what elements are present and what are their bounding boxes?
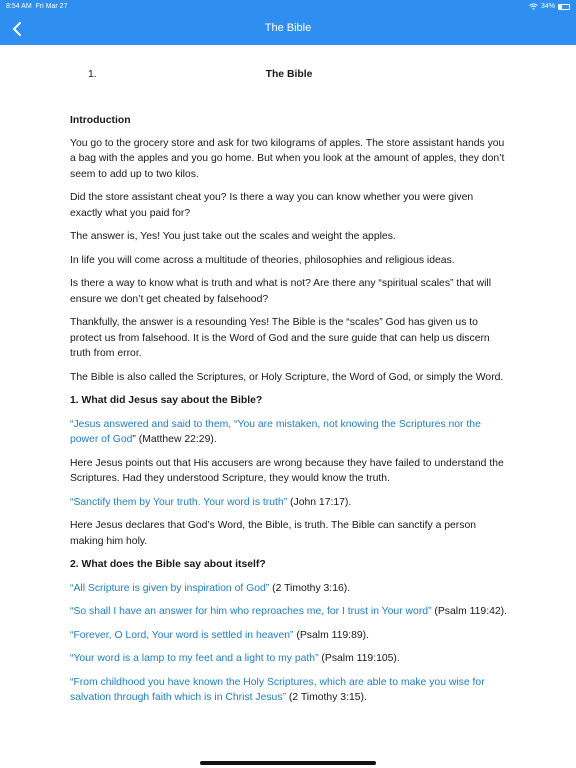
paragraph: You go to the grocery store and ask for two kilograms of apples. The store assistant hands you a bag with the apples and you go home. But when you look at the amount of apples, they don’t seem to add up to two kilos. [70, 137, 505, 180]
status-time-date: 8:54 AM Fri Mar 27 [6, 3, 68, 10]
article-number: 1. [88, 69, 97, 80]
paragraph: Thankfully, the answer is a resounding Yes! The Bible is the “scales” God has given us to protect us from falsehood. It is the Word of God and the sure guide that can help us discern truth from error. [70, 317, 490, 359]
nav-title: The Bible [264, 22, 312, 34]
article-title: The Bible [265, 69, 313, 80]
section-heading: 1. What did Jesus say about the Bible? [70, 395, 263, 406]
scripture-quote [70, 628, 508, 644]
paragraph: Here Jesus declares that God’s Word, the Bible, is truth. The Bible can sanctify a person making him holy. [70, 520, 477, 547]
battery-percent: 34% [540, 3, 555, 10]
status-bar [0, 0, 576, 14]
paragraph: The Bible is also called the Scriptures, or Holy Scripture, the Word of God, or simply the Word. [70, 371, 504, 383]
paragraph: Is there a way to know what is truth and what is not? Are there any “spiritual scales” that will ensure we don’t get cheated by falsehood? [70, 278, 492, 305]
paragraph: In life you will come across a multitude of theories, philosophies and religious ideas. [70, 254, 455, 266]
battery-icon [558, 4, 570, 10]
quote-reference: (John 17:17). [287, 496, 352, 508]
nav-bar [0, 14, 576, 45]
wifi-icon [529, 3, 538, 10]
quote-text: “Sanctify them by Your truth. Your word is truth” [70, 496, 288, 508]
scripture-quote [70, 495, 508, 511]
home-indicator[interactable] [200, 761, 376, 765]
scripture-quote [70, 417, 508, 448]
scripture-quote [70, 675, 508, 706]
scripture-quote [70, 651, 508, 667]
scripture-quote [70, 581, 508, 597]
status-right [529, 3, 570, 10]
paragraph: Here Jesus points out that His accusers are wrong because they have failed to understand the Scriptures. Had they understood Scripture, they would know the truth. [70, 457, 504, 484]
article-heading-row [70, 45, 508, 103]
section-heading: 2. What does the Bible say about itself? [70, 559, 266, 570]
quote-reference: ” (Matthew 22:29). [132, 434, 217, 445]
quote-reference: (Psalm 119:42). [431, 606, 507, 617]
paragraph: The answer is, Yes! You just take out the scales and weight the apples. [70, 231, 396, 242]
article-content [70, 45, 508, 714]
quote-reference: (2 Timothy 3:15). [286, 692, 367, 703]
quote-reference: (2 Timothy 3:16). [269, 582, 351, 594]
quote-text: “Jesus answered and said to them, “You are mistaken, not knowing the Scriptures nor the power of God [70, 418, 481, 445]
paragraph: Did the store assistant cheat you? Is there a way you can know whether you were given exactly what you paid for? [70, 192, 474, 219]
quote-text: “Your word is a lamp to my feet and a light to my path” [70, 653, 319, 664]
quote-text: “So shall I have an answer for him who reproaches me, for I trust in Your word” [70, 606, 432, 617]
quote-text: “Forever, O Lord, Your word is settled in heaven” [70, 629, 294, 641]
scripture-quote [70, 604, 508, 620]
quote-text: “All Scripture is given by inspiration of God” [70, 582, 270, 594]
intro-heading: Introduction [70, 115, 131, 126]
quote-reference: (Psalm 119:89). [293, 629, 369, 641]
quote-text: “From childhood you have known the Holy Scriptures, which are able to make you wise for salvation through faith which is in Christ Jesus” [70, 676, 485, 703]
quote-reference: (Psalm 119:105). [318, 653, 400, 664]
